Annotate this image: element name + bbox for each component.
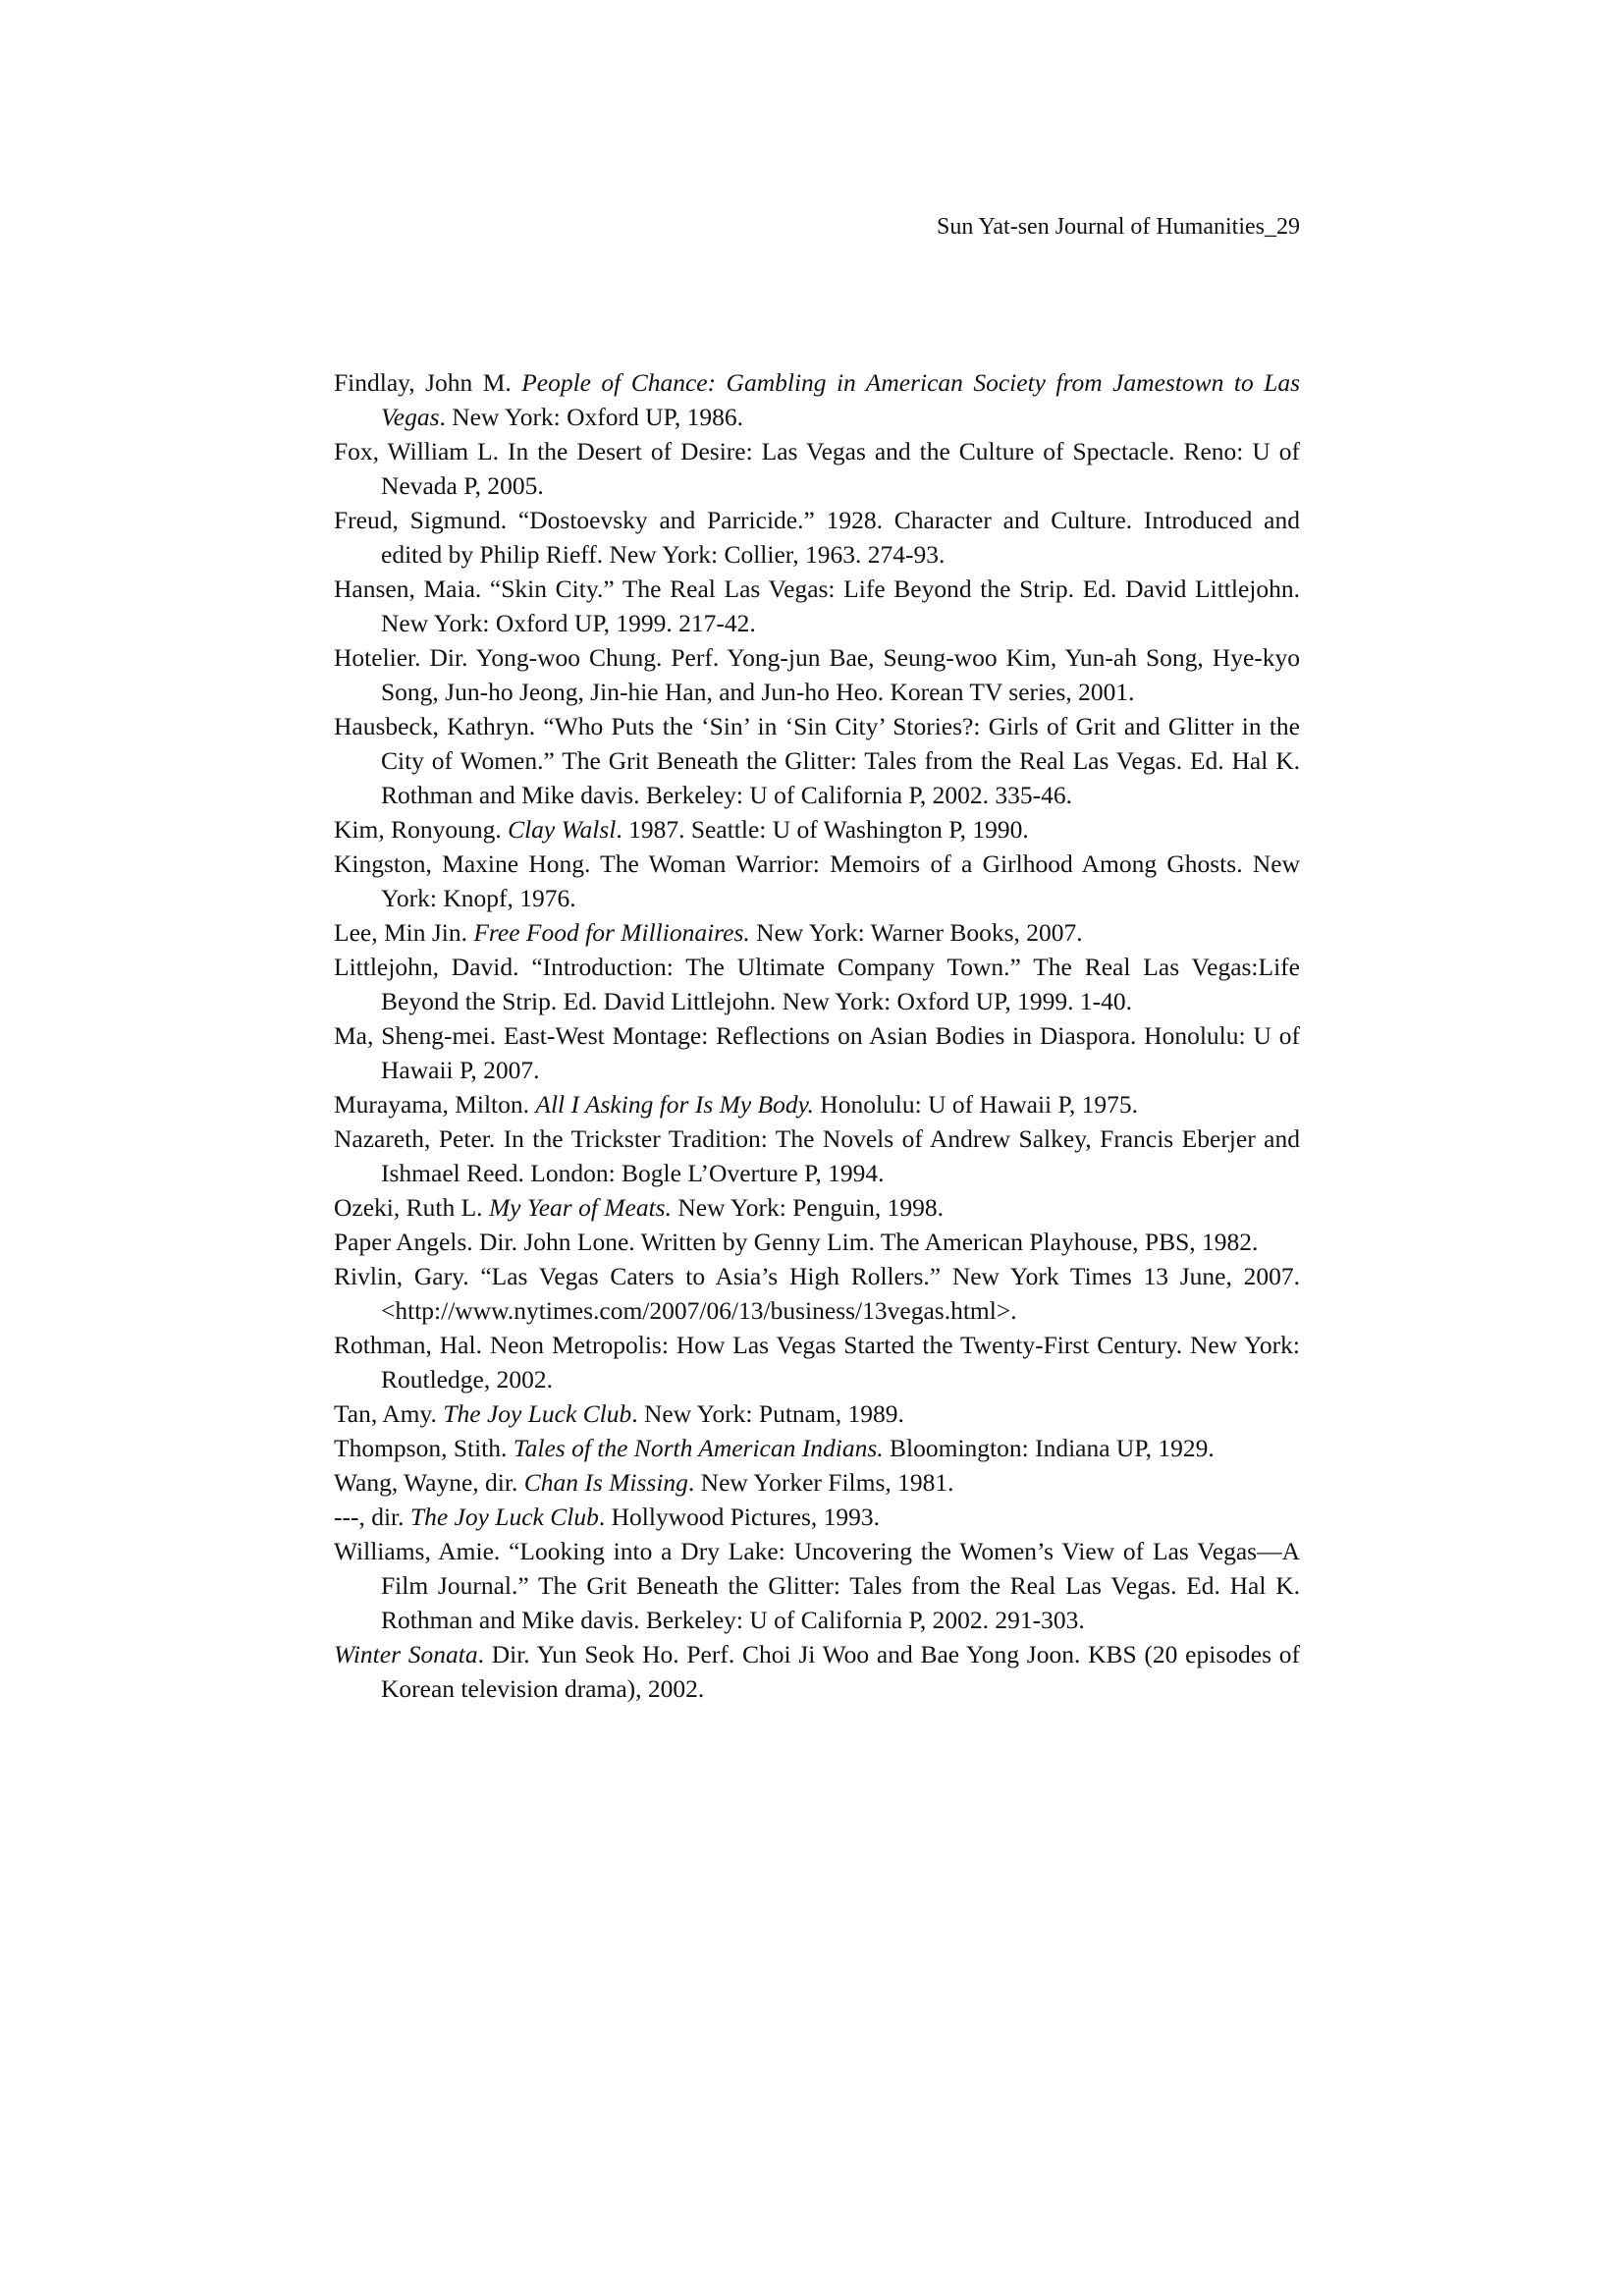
entry-text: Lee, Min Jin. — [334, 918, 474, 947]
bibliography-entry — [334, 1087, 1300, 1121]
entry-text-rest: . Dir. Yun Seok Ho. Perf. Choi Ji Woo and Bae Yong Joon. KBS (20 episodes of Korean television drama), 2002. — [381, 1640, 1300, 1703]
bibliography-entry — [334, 1225, 1300, 1259]
entry-italic-title: People of Chance: Gambling in American Society from Jamestown to Las Vegas — [381, 368, 1300, 431]
bibliography-entry — [334, 365, 1300, 434]
bibliography-list — [334, 365, 1300, 1706]
entry-text-rest: New York: Warner Books, 2007. — [749, 918, 1083, 947]
entry-italic-title: Free Food for Millionaires. — [473, 918, 750, 947]
bibliography-entry — [334, 915, 1300, 950]
entry-text-rest: Bloomington: Indiana UP, 1929. — [883, 1434, 1215, 1462]
entry-text-rest: . Hollywood Pictures, 1993. — [598, 1503, 880, 1531]
entry-text: Rivlin, Gary. “Las Vegas Caters to Asia’s High Rollers.” New York Times 13 June, 2007. <http://www.nytimes.com/2007/06/13/business/13vegas.html>. — [334, 1262, 1300, 1325]
bibliography-entry — [334, 847, 1300, 915]
entry-text: Rothman, Hal. Neon Metropolis: How Las Vegas Started the Twenty-First Century. New York: Routledge, 2002. — [334, 1331, 1300, 1394]
entry-text: Wang, Wayne, dir. — [334, 1468, 524, 1497]
entry-text: Ma, Sheng-mei. East-West Montage: Reflections on Asian Bodies in Diaspora. Honolulu: U of Hawaii P, 2007. — [334, 1021, 1300, 1084]
entry-text: Freud, Sigmund. “Dostoevsky and Parricide.” 1928. Character and Culture. Introduced and edited by Philip Rieff. New York: Collier, 1963. 274-93. — [334, 506, 1300, 569]
bibliography-entry — [334, 1259, 1300, 1328]
entry-italic-title: Tales of the North American Indians. — [513, 1434, 884, 1462]
entry-text-rest: Honolulu: U of Hawaii P, 1975. — [813, 1090, 1138, 1119]
bibliography-entry — [334, 1396, 1300, 1431]
entry-text: Hansen, Maia. “Skin City.” The Real Las Vegas: Life Beyond the Strip. Ed. David Littlejohn. New York: Oxford UP, 1999. 217-42. — [334, 574, 1300, 637]
bibliography-entry — [334, 1637, 1300, 1706]
entry-text-rest: New York: Penguin, 1998. — [671, 1193, 944, 1222]
bibliography-entry — [334, 1018, 1300, 1087]
entry-italic-title: The Joy Luck Club — [443, 1399, 632, 1428]
bibliography-entry — [334, 950, 1300, 1018]
entry-text-rest: . New York: Putnam, 1989. — [631, 1399, 904, 1428]
running-header: Sun Yat-sen Journal of Humanities_29 — [937, 214, 1300, 240]
bibliography-entry — [334, 434, 1300, 503]
bibliography-entry — [334, 572, 1300, 640]
entry-text: Tan, Amy. — [334, 1399, 444, 1428]
entry-text: Littlejohn, David. “Introduction: The Ultimate Company Town.” The Real Las Vegas:Life Beyond the Strip. Ed. David Littlejohn. New York: Oxford UP, 1999. 1-40. — [334, 953, 1300, 1015]
bibliography-entry — [334, 1431, 1300, 1465]
entry-text: Murayama, Milton. — [334, 1090, 536, 1119]
entry-text: Nazareth, Peter. In the Trickster Tradition: The Novels of Andrew Salkey, Francis Eberjer and Ishmael Reed. London: Bogle L’Overture P, 1994. — [334, 1124, 1300, 1187]
entry-text: Hausbeck, Kathryn. “Who Puts the ‘Sin’ in ‘Sin City’ Stories?: Girls of Grit and Glitter in the City of Women.” The Grit Beneath the Glitter: Tales from the Real Las Vegas. Ed. Hal K. Rothman and Mike davis. Berkeley: U of California P, 2002. 335-46. — [334, 712, 1300, 809]
bibliography-entry — [334, 709, 1300, 812]
entry-text: Thompson, Stith. — [334, 1434, 514, 1462]
entry-italic-title: The Joy Luck Club — [409, 1503, 599, 1531]
bibliography-entry — [334, 503, 1300, 572]
entry-text: Fox, William L. In the Desert of Desire: Las Vegas and the Culture of Spectacle. Reno: U of Nevada P, 2005. — [334, 437, 1300, 500]
entry-text: Williams, Amie. “Looking into a Dry Lake: Uncovering the Women’s View of Las Vegas—A Film Journal.” The Grit Beneath the Glitter: Tales from the Real Las Vegas. Ed. Hal K. Rothman and Mike davis. Berkeley: U of California P, 2002. 291-303. — [334, 1537, 1300, 1634]
entry-text: Ozeki, Ruth L. — [334, 1193, 489, 1222]
bibliography-entry — [334, 640, 1300, 709]
entry-text-rest: . New York: Oxford UP, 1986. — [439, 403, 744, 431]
entry-text-rest: . New Yorker Films, 1981. — [687, 1468, 954, 1497]
entry-text: Paper Angels. Dir. John Lone. Written by Genny Lim. The American Playhouse, PBS, 1982. — [334, 1228, 1259, 1256]
bibliography-entry — [334, 1121, 1300, 1190]
entry-italic-title: Winter Sonata — [334, 1640, 478, 1668]
bibliography-entry — [334, 1190, 1300, 1225]
entry-text: ---, dir. — [334, 1503, 410, 1531]
entry-text: Findlay, John M. — [334, 368, 522, 397]
entry-italic-title: My Year of Meats. — [488, 1193, 672, 1222]
entry-text: Hotelier. Dir. Yong-woo Chung. Perf. Yong-jun Bae, Seung-woo Kim, Yun-ah Song, Hye-kyo Song, Jun-ho Jeong, Jin-hie Han, and Jun-ho Heo. Korean TV series, 2001. — [334, 643, 1300, 706]
entry-italic-title: Chan Is Missing — [523, 1468, 688, 1497]
entry-text: Kingston, Maxine Hong. The Woman Warrior: Memoirs of a Girlhood Among Ghosts. New York: Knopf, 1976. — [334, 849, 1300, 912]
entry-italic-title: Clay Walsl — [508, 815, 617, 844]
entry-text: Kim, Ronyoung. — [334, 815, 509, 844]
bibliography-entry — [334, 1534, 1300, 1637]
bibliography-entry — [334, 812, 1300, 847]
bibliography-entry — [334, 1465, 1300, 1500]
entry-italic-title: All I Asking for Is My Body. — [535, 1090, 814, 1119]
bibliography-entry — [334, 1328, 1300, 1396]
bibliography-entry — [334, 1500, 1300, 1534]
entry-text-rest: . 1987. Seattle: U of Washington P, 1990. — [616, 815, 1029, 844]
